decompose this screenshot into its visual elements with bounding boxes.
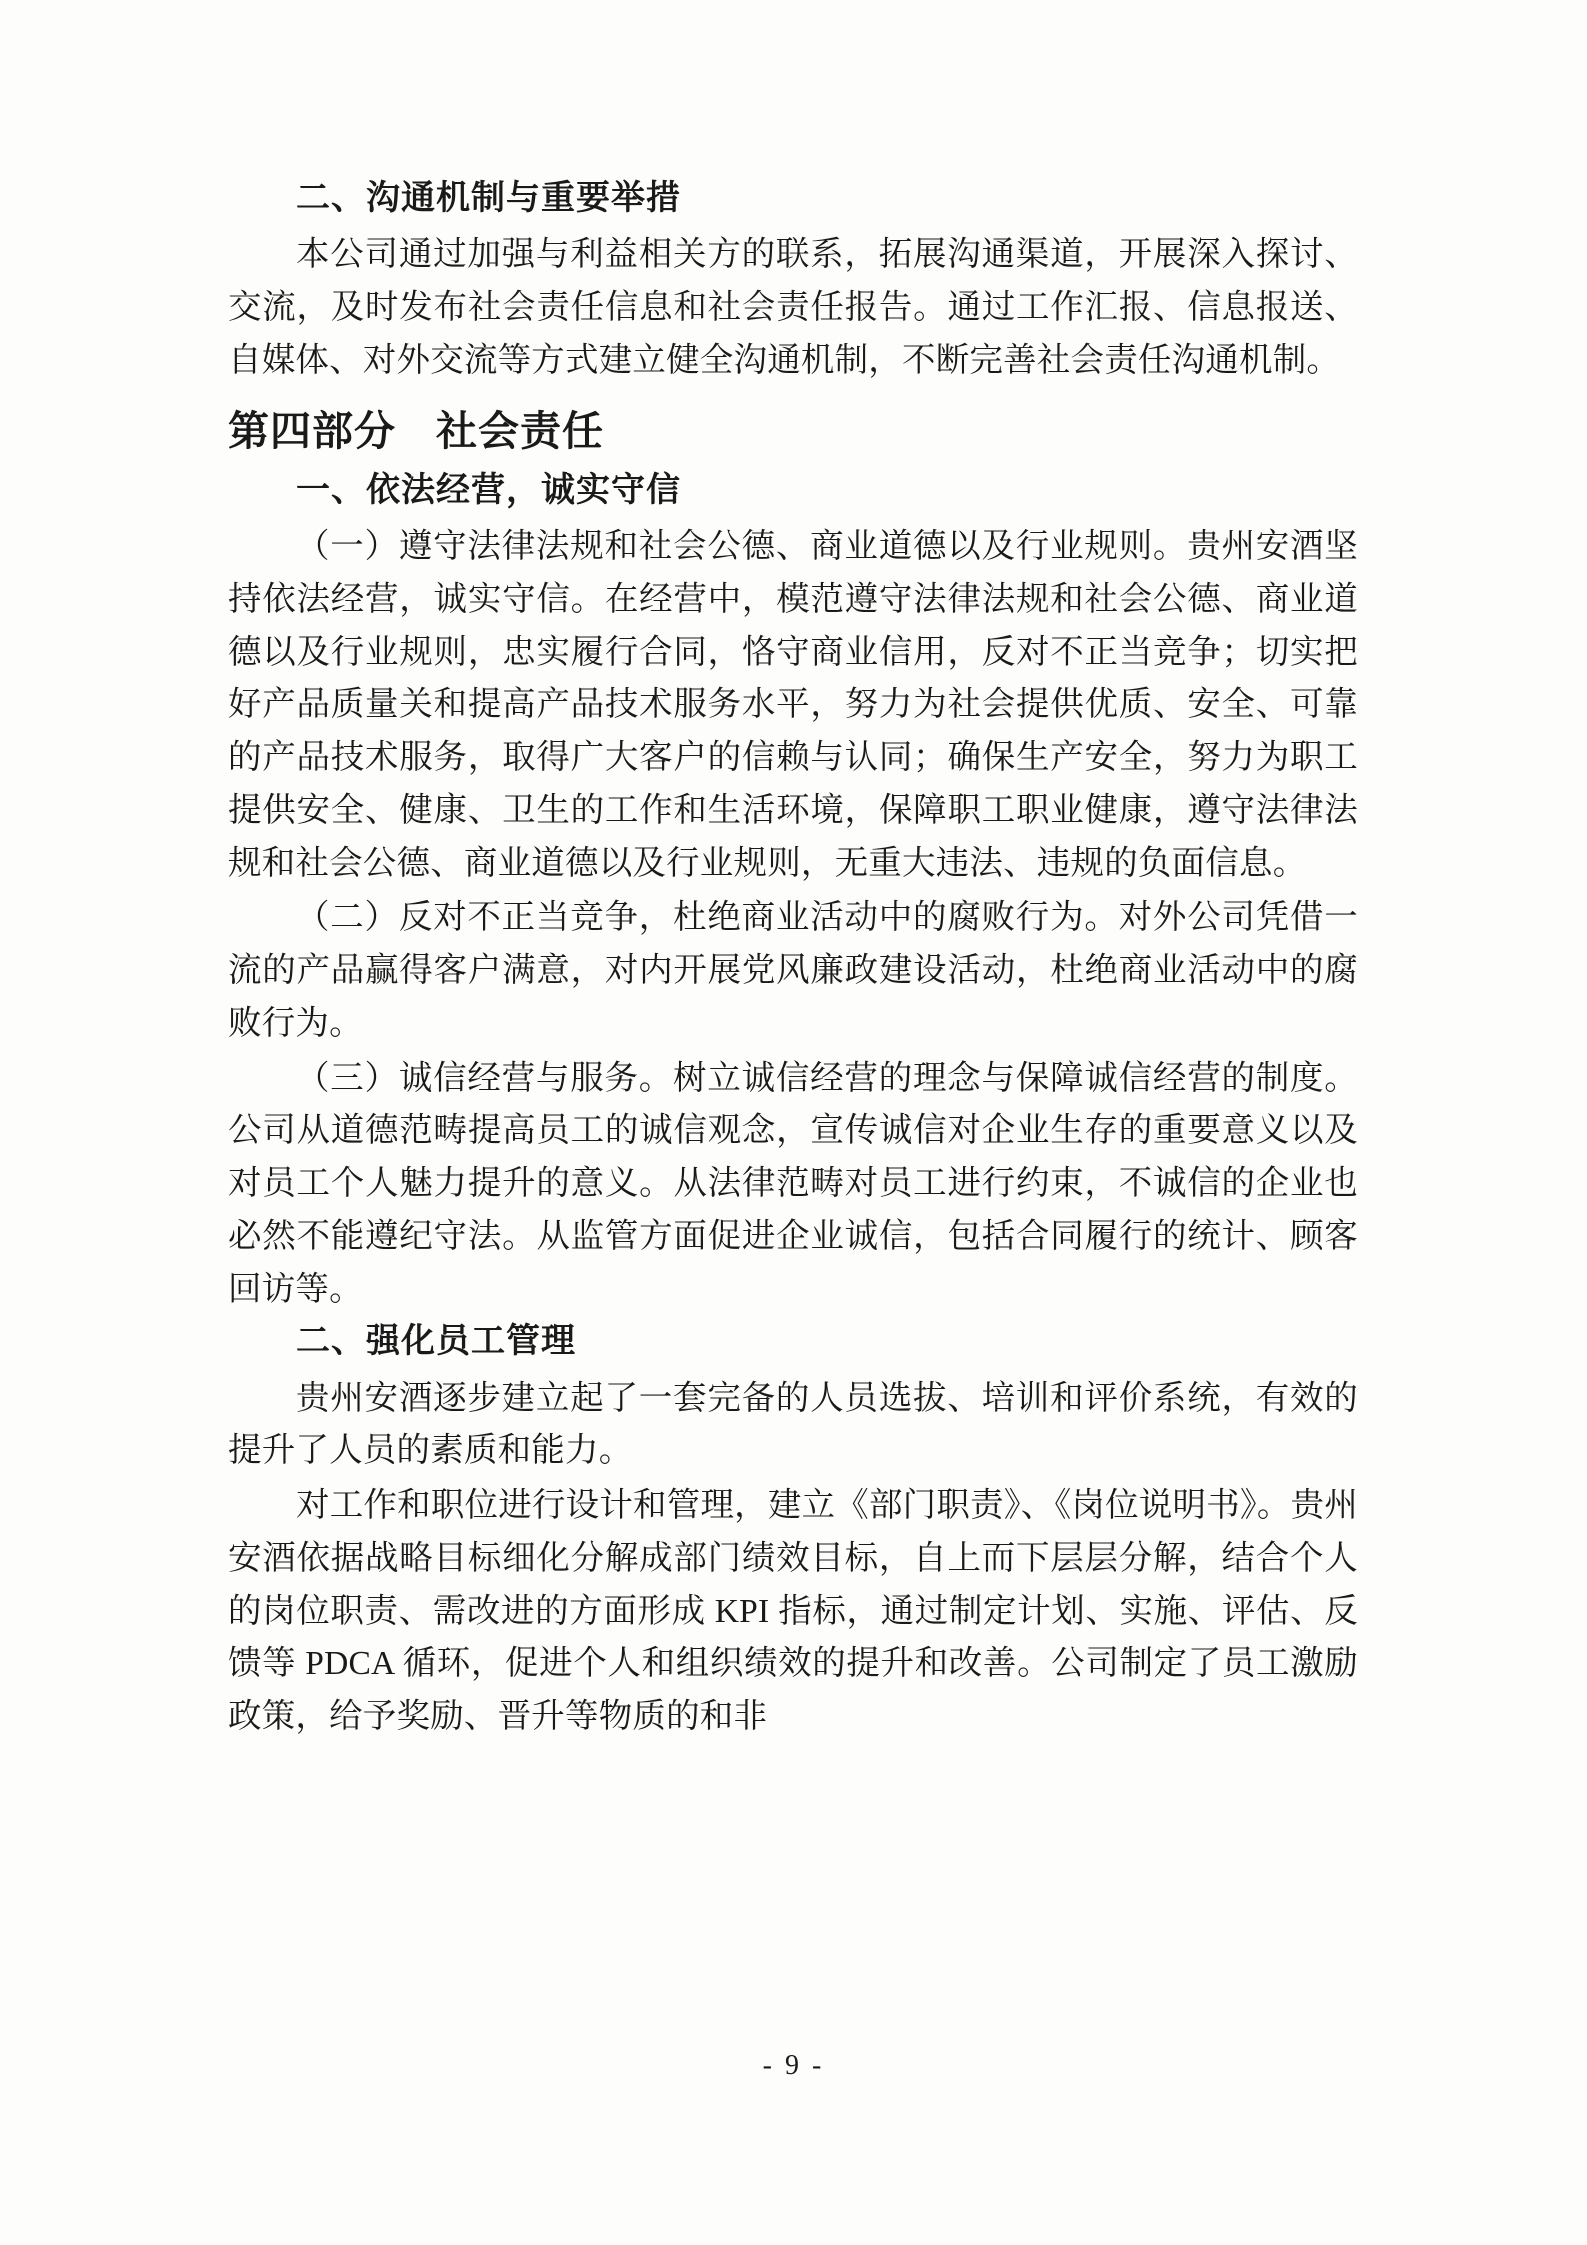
paragraph-item-three: （三）诚信经营与服务。树立诚信经营的理念与保障诚信经营的制度。公司从道德范畴提高员工的诚信观念，宣传诚信对企业生存的重要意义以及对员工个人魅力提升的意义。从法律范畴对员工进行约束，不诚信的企业也必然不能遵纪守法。从监管方面促进企业诚信，包括合同履行的统计、顾客回访等。: [228, 1059, 1358, 1308]
paragraph-item-one: （一）遵守法律法规和社会公德、商业道德以及行业规则。贵州安酒坚持依法经营，诚实守信。在经营中，模范遵守法律法规和社会公德、商业道德以及行业规则，忠实履行合同，恪守商业信用，反对不正当竞争；切实把好产品质量关和提高产品技术服务水平，努力为社会提供优质、安全、可靠的产品技术服务，取得广大客户的信赖与认同；确保生产安全，努力为职工提供安全、健康、卫生的工作和生活环境，保障职工职业健康，遵守法律法规和社会公德、商业道德以及行业规则，无重大违法、违规的负面信息。: [228, 528, 1358, 882]
heading-part-four-label: 第四部分: [228, 407, 396, 454]
page-number: - 9 -: [762, 2050, 825, 2081]
paragraph-communication-mechanism: 本公司通过加强与利益相关方的联系，拓展沟通渠道，开展深入探讨、交流，及时发布社会责任信息和社会责任报告。通过工作汇报、信息报送、自媒体、对外交流等方式建立健全沟通机制，不断完善社会责任沟通机制。: [228, 236, 1358, 379]
paragraph-staff-one: 贵州安酒逐步建立起了一套完备的人员选拔、培训和评价系统，有效的提升了人员的素质和能力。: [228, 1379, 1358, 1470]
heading-communication-mechanism: 二、沟通机制与重要举措: [296, 180, 681, 217]
heading-part-four: [228, 402, 1358, 461]
heading-lawful-operation: 一、依法经营，诚实守信: [296, 471, 681, 509]
paragraph-staff-two: 对工作和职位进行设计和管理，建立《部门职责》、《岗位说明书》。贵州安酒依据战略目标细化分解成部门绩效目标，自上而下层层分解，结合个人的岗位职责、需改进的方面形成 KPI 指标，通过制定计划、实施、评估、反馈等 PDCA 循环，促进个人和组织绩效的提升和改善。公司制定了员工激励政策，给予奖励、晋升等物质的和非: [228, 1487, 1358, 1736]
heading-staff-management: 二、强化员工管理: [296, 1323, 576, 1361]
heading-part-four-title: 社会责任: [436, 407, 604, 454]
page-content: [228, 175, 1358, 1746]
paragraph-item-two: （二）反对不正当竞争，杜绝商业活动中的腐败行为。对外公司凭借一流的产品赢得客户满意，对内开展党风廉政建设活动，杜绝商业活动中的腐败行为。: [228, 899, 1358, 1042]
